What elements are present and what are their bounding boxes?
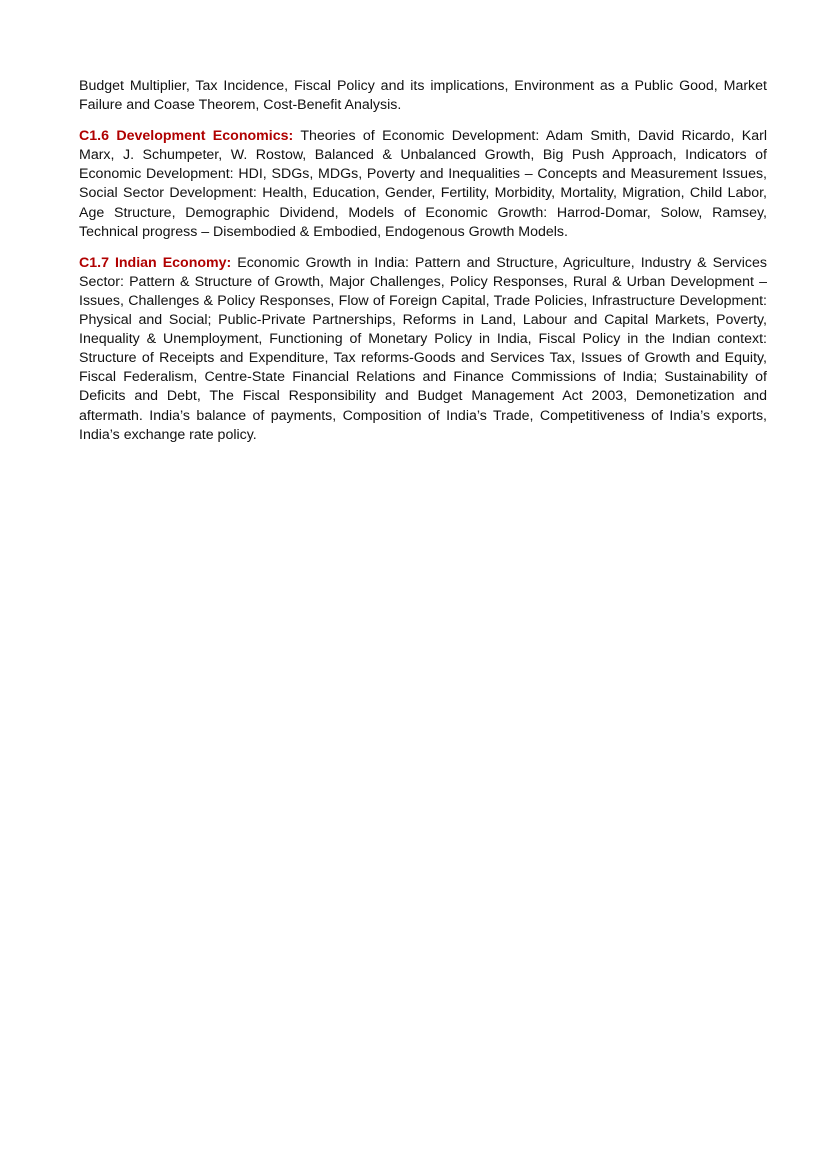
paragraph-text: Budget Multiplier, Tax Incidence, Fiscal Policy and its implications, Environment as a Public Good, Market Failure and Coase Theorem, Cost-Benefit Analysis. xyxy=(79,78,767,114)
paragraph-development-economics xyxy=(79,127,767,242)
paragraph-indian-economy xyxy=(79,254,767,445)
paragraph-text: Theories of Economic Development: Adam Smith, David Ricardo, Karl Marx, J. Schumpeter, W. Rostow, Balanced & Unbalanced Growth, Big Push Approach, Indicators of Economic Development: HDI, SDGs, MDGs, Poverty and Inequalities – Concepts and Measurement Issues, Social Sector Development: Health, Education, Gender, Fertility, Morbidity, Mortality, Migration, Child Labor, Age Structure, Demographic Dividend, Models of Economic Growth: Harrod-Domar, Solow, Ramsey, Technical progress – Disembodied & Embodied, Endogenous Growth Models. xyxy=(79,128,767,240)
document-page xyxy=(79,77,767,457)
section-heading-c1-6: C1.6 Development Economics: xyxy=(79,128,294,145)
section-heading-c1-7: C1.7 Indian Economy: xyxy=(79,254,232,271)
paragraph-continuation xyxy=(79,77,767,115)
paragraph-text: Economic Growth in India: Pattern and Structure, Agriculture, Industry & Services Sector: Pattern & Structure of Growth, Major Challenges, Policy Responses, Rural & Urban Development – Issues, Challenges & Policy Responses, Flow of Foreign Capital, Trade Policies, Infrastructure Development: Physical and Social; Public-Private Partnerships, Reforms in Land, Labour and Capital Markets, Poverty, Inequality & Unemployment, Functioning of Monetary Policy in India, Fiscal Policy in the Indian context: Structure of Receipts and Expenditure, Tax reforms-Goods and Services Tax, Issues of Growth and Equity, Fiscal Federalism, Centre-State Financial Relations and Finance Commissions of India; Sustainability of Deficits and Debt, The Fiscal Responsibility and Budget Management Act 2003, Demonetization and aftermath. India’s balance of payments, Composition of India’s Trade, Competitiveness of India’s exports, India’s exchange rate policy. xyxy=(79,254,767,443)
